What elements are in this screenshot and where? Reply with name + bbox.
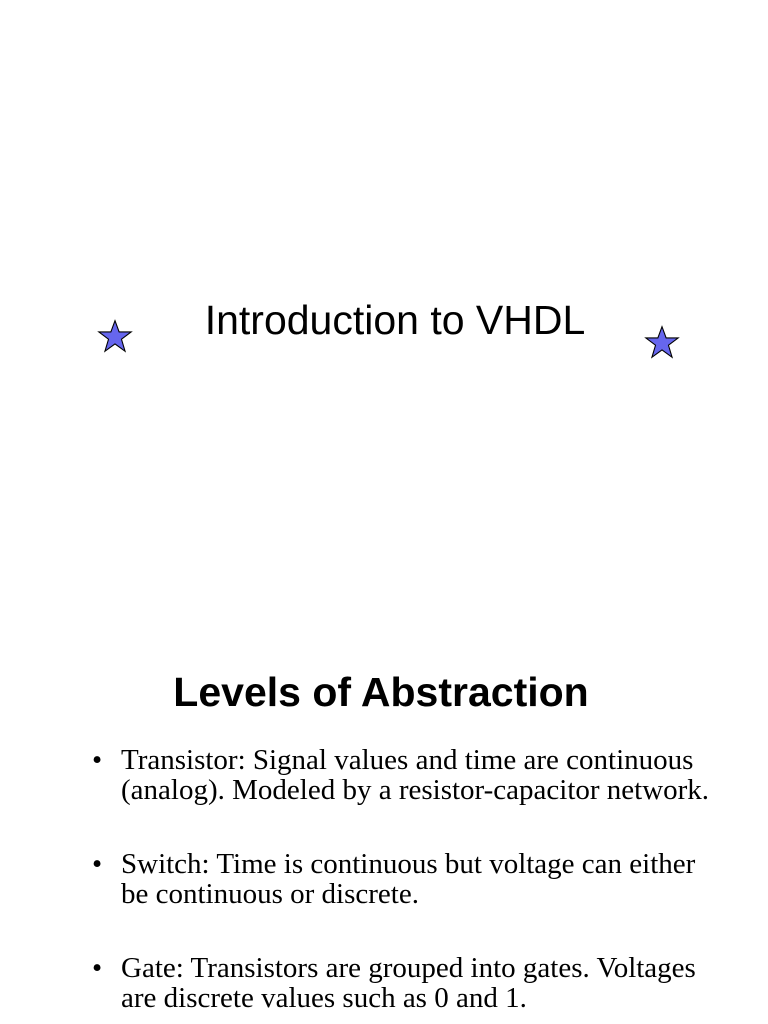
bullet-item: [92, 745, 712, 805]
bullet-item: [92, 849, 712, 909]
bullet-item: [92, 953, 712, 1013]
star-icon: [644, 324, 680, 360]
bullet-text: Switch: Time is continuous but voltage can either be continuous or discrete.: [121, 848, 696, 910]
bullet-list: [92, 745, 712, 1013]
slide-title: Introduction to VHDL: [204, 297, 586, 343]
bullet-icon: •: [92, 952, 103, 984]
section-heading: Levels of Abstraction: [173, 669, 589, 715]
bullet-icon: •: [92, 744, 103, 776]
bullet-icon: •: [92, 848, 103, 880]
bullet-text: Gate: Transistors are grouped into gates. Voltages are discrete values such as 0 and 1.: [121, 952, 696, 1014]
bullet-text: Transistor: Signal values and time are continuous (analog). Modeled by a resistor-capacitor network.: [121, 744, 710, 806]
